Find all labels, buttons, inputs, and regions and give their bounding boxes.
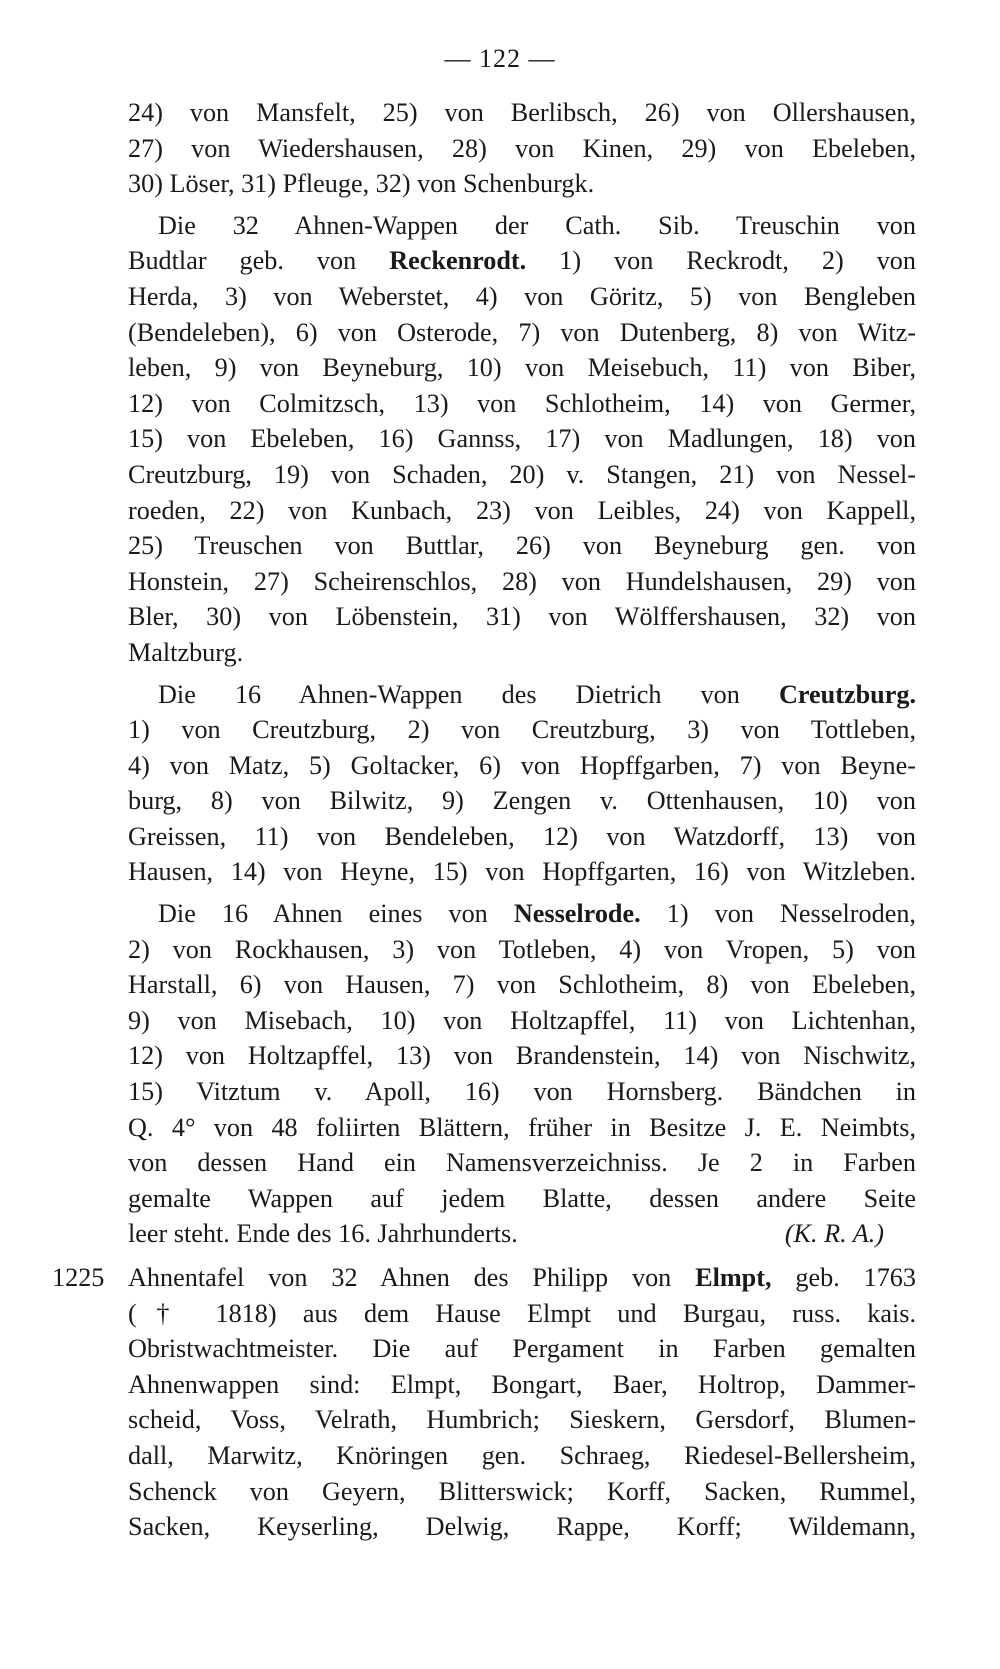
text-line: 24) von Mansfelt, 25) von Berlibsch, 26) von Ollershausen, bbox=[128, 98, 916, 127]
text-line: 25) Treuschen von Buttlar, 26) von Beyneburg gen. von bbox=[128, 531, 916, 561]
text-span: Die 16 Ahnen-Wappen des Dietrich von bbox=[158, 679, 779, 709]
entry-number: 1225 bbox=[52, 1263, 105, 1292]
family-name-elmpt: Elmpt, bbox=[695, 1263, 772, 1292]
text-line bbox=[128, 243, 916, 279]
family-name-creutzburg: Creutzburg. bbox=[779, 679, 916, 709]
page-number: — 122 — bbox=[444, 44, 556, 73]
text-line: Harstall, 6) von Hausen, 7) von Schlotheim, 8) von Ebeleben, bbox=[128, 970, 916, 1000]
text-line: 15) Vitztum v. Apoll, 16) von Hornsberg. Bändchen in bbox=[128, 1077, 916, 1107]
text-line: Hausen, 14) von Heyne, 15) von Hopffgarten, 16) von Witzleben. bbox=[128, 857, 916, 887]
text-line: dall, Marwitz, Knöringen gen. Schraeg, Riedesel-Bellersheim, bbox=[128, 1440, 916, 1470]
source-signature: (K. R. A.) bbox=[784, 1219, 884, 1249]
text-line: 12) von Holtzapffel, 13) von Brandenstein, 14) von Nischwitz, bbox=[128, 1041, 916, 1071]
text-line: 2) von Rockhausen, 3) von Totleben, 4) von Vropen, 5) von bbox=[128, 934, 916, 964]
text-line: von dessen Hand ein Namensverzeichniss. Je 2 in Farben bbox=[128, 1148, 916, 1178]
paragraph-treuschin bbox=[128, 208, 916, 671]
text-span: Die 16 Ahnen eines von bbox=[158, 899, 514, 929]
text-line: roeden, 22) von Kunbach, 23) von Leibles, 24) von Kappell, bbox=[128, 495, 916, 525]
text-line: († 1818) aus dem Hause Elmpt und Burgau, russ. kais. bbox=[128, 1298, 916, 1328]
text-line: 30) Löser, 31) Pfleuge, 32) von Schenburgk. bbox=[128, 169, 595, 199]
family-name-reckenrodt: Reckenrodt. bbox=[389, 246, 527, 276]
text-line: (Bendeleben), 6) von Osterode, 7) von Dutenberg, 8) von Witz- bbox=[128, 317, 916, 347]
text-line: Schenck von Geyern, Blitterswick; Korff, Sacken, Rummel, bbox=[128, 1476, 916, 1506]
text-line: leben, 9) von Beyneburg, 10) von Meisebuch, 11) von Biber, bbox=[128, 353, 916, 383]
text-line: Sacken, Keyserling, Delwig, Rappe, Korff; Wildemann, bbox=[128, 1512, 916, 1542]
text-line: Honstein, 27) Scheirenschlos, 28) von Hundelshausen, 29) von bbox=[128, 566, 916, 596]
text-line: 15) von Ebeleben, 16) Gannss, 17) von Madlungen, 18) von bbox=[128, 424, 916, 454]
text-line: Die 32 Ahnen-Wappen der Cath. Sib. Treuschin von bbox=[158, 210, 916, 240]
text-line: scheid, Voss, Velrath, Humbrich; Sieskern, Gersdorf, Blumen- bbox=[128, 1405, 916, 1435]
text-line: Greissen, 11) von Bendeleben, 12) von Watzdorff, 13) von bbox=[128, 821, 916, 851]
text-line: 27) von Wiedershausen, 28) von Kinen, 29) von Ebeleben, bbox=[128, 133, 916, 163]
text-line: Bler, 30) von Löbenstein, 31) von Wölffershausen, 32) von bbox=[128, 602, 916, 632]
text-line bbox=[128, 896, 916, 932]
paragraph-nesselrode bbox=[128, 896, 916, 1252]
family-name-nesselrode: Nesselrode. bbox=[513, 899, 641, 929]
text-line bbox=[128, 1260, 916, 1296]
text-line: Creutzburg, 19) von Schaden, 20) v. Stangen, 21) von Nessel- bbox=[128, 459, 916, 489]
text-body bbox=[52, 95, 916, 1545]
text-line: burg, 8) von Bilwitz, 9) Zengen v. Ottenhausen, 10) von bbox=[128, 786, 916, 816]
text-span: geb. 1763 bbox=[771, 1263, 916, 1292]
text-line bbox=[128, 677, 916, 713]
text-span: leer steht. Ende des 16. Jahrhunderts. bbox=[128, 1219, 518, 1249]
text-line: Q. 4° von 48 foliirten Blättern, früher in Besitze J. E. Neimbts, bbox=[128, 1112, 916, 1142]
text-line: Obristwachtmeister. Die auf Pergament in Farben gemalten bbox=[128, 1334, 916, 1364]
text-line: Ahnenwappen sind: Elmpt, Bongart, Baer, Holtrop, Dammer- bbox=[128, 1369, 916, 1399]
text-line: Maltzburg. bbox=[128, 637, 244, 667]
text-span: Budtlar geb. von bbox=[128, 246, 390, 276]
text-span: Ahnentafel von 32 Ahnen des Philipp von bbox=[128, 1263, 696, 1292]
text-line: 1) von Creutzburg, 2) von Creutzburg, 3) von Tottleben, bbox=[128, 715, 916, 745]
text-span: 1) von Nesselroden, bbox=[640, 899, 916, 929]
text-line: 12) von Colmitzsch, 13) von Schlotheim, 14) von Germer, bbox=[128, 388, 916, 418]
text-span: 1) von Reckrodt, 2) von bbox=[526, 246, 916, 276]
text-line: gemalte Wappen auf jedem Blatte, dessen andere Seite bbox=[128, 1183, 916, 1213]
entry-1225 bbox=[52, 1260, 916, 1545]
text-line: Herda, 3) von Weberstet, 4) von Göritz, 5) von Bengleben bbox=[128, 281, 916, 311]
text-line: 9) von Misebach, 10) von Holtzapffel, 11) von Lichtenhan, bbox=[128, 1005, 916, 1035]
paragraph-creutzburg bbox=[128, 677, 916, 891]
text-line: 4) von Matz, 5) Goltacker, 6) von Hopffgarben, 7) von Beyne- bbox=[128, 750, 916, 780]
paragraph-continuation bbox=[128, 95, 916, 202]
text-line bbox=[128, 1216, 916, 1252]
